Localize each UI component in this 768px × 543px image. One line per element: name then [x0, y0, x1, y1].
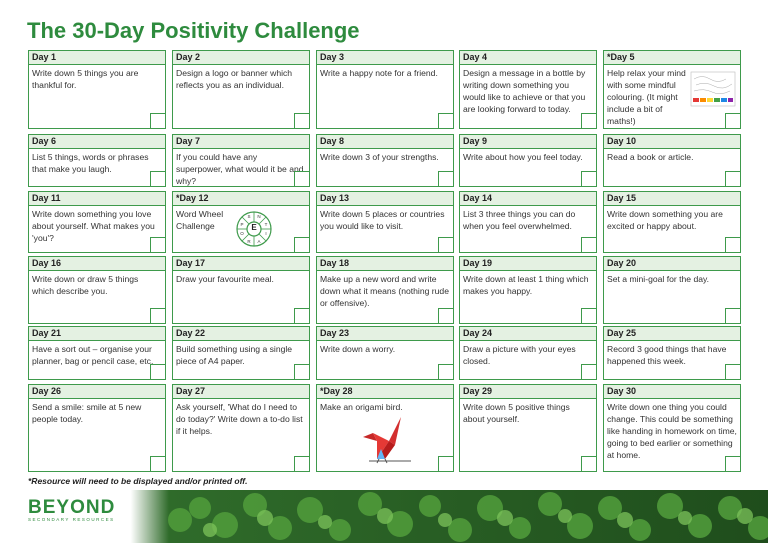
tick-box[interactable]	[150, 364, 165, 379]
day-label: Day 11	[29, 192, 165, 206]
tick-box[interactable]	[725, 308, 740, 323]
day-cell	[172, 50, 310, 129]
tick-box[interactable]	[725, 113, 740, 128]
day-cell	[316, 256, 454, 324]
svg-text:O: O	[240, 231, 244, 236]
tick-box[interactable]	[150, 171, 165, 186]
svg-text:S: S	[247, 214, 251, 219]
day-cell	[603, 50, 741, 129]
day-text: Have a sort out – organise your planner, bag or pencil case, etc.	[32, 344, 154, 366]
day-text: Ask yourself, 'What do I need to do today?' Write down a to-do list if it helps.	[176, 402, 303, 436]
day-label: Day 1	[29, 51, 165, 65]
tick-box[interactable]	[294, 237, 309, 252]
grid-row	[28, 256, 741, 324]
grid-row	[28, 134, 741, 187]
day-cell	[603, 326, 741, 380]
day-text: Write a happy note for a friend.	[320, 68, 438, 78]
day-label: Day 17	[173, 257, 309, 271]
day-cell	[172, 191, 310, 253]
tick-box[interactable]	[438, 171, 453, 186]
day-label: Day 30	[604, 385, 740, 399]
day-cell	[603, 134, 741, 187]
day-text: List 3 three things you can do when you feel overwhelmed.	[463, 209, 576, 231]
day-label: Day 4	[460, 51, 596, 65]
day-text: Write down something you love about yourself. What makes you 'you'?	[32, 209, 155, 243]
svg-text:T: T	[264, 222, 268, 227]
day-cell	[603, 256, 741, 324]
day-text: Draw your favourite meal.	[176, 274, 274, 284]
day-label: Day 13	[317, 192, 453, 206]
day-cell	[603, 191, 741, 253]
svg-text:A: A	[257, 239, 261, 244]
day-label: Day 26	[29, 385, 165, 399]
day-text: Write down something you are excited or happy about.	[607, 209, 723, 231]
day-text: Make up a new word and write down what it means (nothing rude or offensive).	[320, 274, 449, 308]
day-label: Day 8	[317, 135, 453, 149]
tick-box[interactable]	[438, 237, 453, 252]
day-label: Day 2	[173, 51, 309, 65]
day-text: Write down at least 1 thing which makes you happy.	[463, 274, 589, 296]
day-label: *Day 12	[173, 192, 309, 206]
tick-box[interactable]	[725, 237, 740, 252]
tick-box[interactable]	[294, 364, 309, 379]
day-text: Design a message in a bottle by writing down something you would like to achieve or that you are looking forward to today.	[463, 68, 586, 114]
tick-box[interactable]	[581, 456, 596, 471]
svg-text:I: I	[265, 231, 267, 236]
day-text: Write down 5 places or countries you would like to visit.	[320, 209, 445, 231]
day-text: Draw a picture with your eyes closed.	[463, 344, 576, 366]
day-label: *Day 5	[604, 51, 740, 65]
day-cell	[28, 50, 166, 129]
day-label: Day 21	[29, 327, 165, 341]
day-label: Day 15	[604, 192, 740, 206]
day-cell	[172, 384, 310, 472]
tick-box[interactable]	[294, 171, 309, 186]
tick-box[interactable]	[150, 113, 165, 128]
day-label: Day 27	[173, 385, 309, 399]
day-label: Day 18	[317, 257, 453, 271]
day-cell	[459, 326, 597, 380]
colouring-sheet-icon	[690, 71, 736, 107]
day-label: Day 7	[173, 135, 309, 149]
day-text: Write about how you feel today.	[463, 152, 583, 162]
tick-box[interactable]	[438, 456, 453, 471]
day-label: Day 20	[604, 257, 740, 271]
tick-box[interactable]	[581, 364, 596, 379]
day-cell	[316, 326, 454, 380]
tick-box[interactable]	[150, 308, 165, 323]
day-cell	[28, 191, 166, 253]
day-cell	[459, 191, 597, 253]
day-label: Day 3	[317, 51, 453, 65]
tick-box[interactable]	[438, 113, 453, 128]
day-text: Help relax your mind with some mindful colouring. (It might include a bit of maths!)	[607, 68, 686, 126]
day-cell	[316, 50, 454, 129]
day-text: Record 3 good things that have happened this week.	[607, 344, 727, 366]
tick-box[interactable]	[438, 364, 453, 379]
tick-box[interactable]	[294, 308, 309, 323]
day-cell	[28, 134, 166, 187]
day-cell	[28, 256, 166, 324]
tick-box[interactable]	[581, 237, 596, 252]
tick-box[interactable]	[150, 237, 165, 252]
day-cell	[603, 384, 741, 472]
day-label: Day 9	[460, 135, 596, 149]
day-label: Day 10	[604, 135, 740, 149]
tick-box[interactable]	[150, 456, 165, 471]
day-label: *Day 28	[317, 385, 453, 399]
day-text: Build something using a single piece of A4 paper.	[176, 344, 293, 366]
svg-text:N: N	[257, 214, 261, 219]
day-cell	[172, 256, 310, 324]
day-text: If you could have any superpower, what would it be and why?	[176, 152, 304, 186]
day-label: Day 29	[460, 385, 596, 399]
day-text: Set a mini-goal for the day.	[607, 274, 710, 284]
tick-box[interactable]	[581, 308, 596, 323]
tick-box[interactable]	[294, 113, 309, 128]
tick-box[interactable]	[438, 308, 453, 323]
day-text: Write down 5 things you are thankful for.	[32, 68, 139, 90]
day-text: Word Wheel Challenge	[176, 209, 224, 231]
day-cell	[316, 191, 454, 253]
grid-row	[28, 191, 741, 253]
brand-name: BEYOND	[28, 497, 116, 518]
day-cell	[172, 134, 310, 187]
day-cell	[459, 384, 597, 472]
day-cell	[28, 326, 166, 380]
day-cell	[459, 134, 597, 187]
day-cell	[316, 134, 454, 187]
tick-box[interactable]	[725, 171, 740, 186]
day-text: Write down a worry.	[320, 344, 396, 354]
day-text: Write down one thing you could change. This could be something like handing in homework on time, going to bed earlier or something at home.	[607, 402, 737, 460]
grid-row	[28, 384, 741, 472]
day-label: Day 23	[317, 327, 453, 341]
beyond-logo	[28, 497, 115, 522]
day-label: Day 19	[460, 257, 596, 271]
tick-box[interactable]	[725, 456, 740, 471]
day-cell	[459, 256, 597, 324]
day-text: Read a book or article.	[607, 152, 694, 162]
origami-bird-icon	[355, 415, 415, 465]
day-label: Day 6	[29, 135, 165, 149]
grid-row	[28, 50, 741, 129]
day-text: Write down 3 of your strengths.	[320, 152, 439, 162]
day-label: Day 25	[604, 327, 740, 341]
svg-text:P: P	[240, 222, 244, 227]
day-text: Write down 5 positive things about yourself.	[463, 402, 570, 424]
tick-box[interactable]	[725, 364, 740, 379]
brand-tagline: SECONDARY RESOURCES	[28, 517, 115, 522]
day-text: List 5 things, words or phrases that make you laugh.	[32, 152, 149, 174]
day-cell	[28, 384, 166, 472]
grid-row	[28, 326, 741, 380]
day-text: Write down or draw 5 things which describe you.	[32, 274, 139, 296]
day-cell	[459, 50, 597, 129]
day-cell	[316, 384, 454, 472]
day-text: Design a logo or banner which reflects you as an individual.	[176, 68, 293, 90]
day-cell	[172, 326, 310, 380]
tick-box[interactable]	[581, 171, 596, 186]
word-wheel-centre-letter: E	[251, 223, 257, 232]
day-label: Day 24	[460, 327, 596, 341]
day-label: Day 14	[460, 192, 596, 206]
page-title: The 30-Day Positivity Challenge	[27, 18, 360, 43]
tick-box[interactable]	[581, 113, 596, 128]
day-text: Send a smile: smile at 5 new people today.	[32, 402, 142, 424]
day-label: Day 16	[29, 257, 165, 271]
resource-footnote: *Resource will need to be displayed and/or printed off.	[28, 476, 248, 486]
day-label: Day 22	[173, 327, 309, 341]
svg-text:R: R	[247, 239, 251, 244]
tick-box[interactable]	[294, 456, 309, 471]
day-text: Make an origami bird.	[320, 402, 403, 412]
